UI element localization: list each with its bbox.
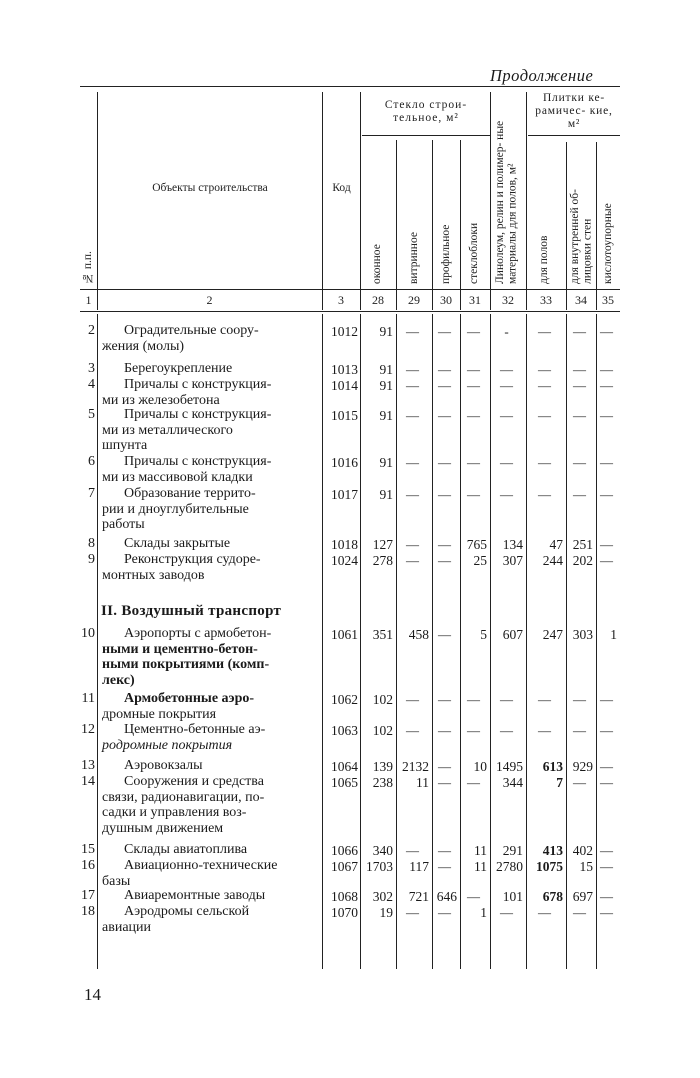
row-number: 6 — [88, 454, 95, 469]
colnum-34: 34 — [575, 293, 587, 307]
empty-cell-dash: — — [438, 627, 451, 642]
value-cell: 5 — [480, 627, 487, 642]
value-cell: 7 — [556, 775, 563, 790]
header-glass-profile: профильное — [440, 224, 452, 284]
value-cell: 721 — [408, 889, 429, 904]
value-cell: 101 — [502, 889, 523, 904]
row-object-name — [102, 722, 320, 753]
empty-cell-dash: — — [406, 692, 419, 707]
name-line: Аэропорты с армобетон- — [124, 626, 272, 641]
value-cell: 11 — [474, 859, 487, 874]
divider — [396, 140, 397, 289]
empty-cell-dash: — — [573, 362, 586, 377]
value-cell: 765 — [466, 537, 487, 552]
value-cell: 91 — [379, 378, 393, 393]
name-line: Реконструкция судоре- — [124, 552, 261, 567]
empty-cell-dash: — — [573, 692, 586, 707]
name-line: Цементно-бетонные аэ- — [124, 722, 266, 737]
row-number: 7 — [88, 486, 95, 501]
page-number: 14 — [84, 985, 101, 1004]
empty-cell-dash: — — [600, 759, 613, 774]
value-cell: 47 — [549, 537, 563, 552]
colnum-28: 28 — [372, 293, 384, 307]
value-cell: 251 — [572, 537, 593, 552]
value-cell: 613 — [542, 759, 563, 774]
value-cell: 278 — [372, 553, 393, 568]
value-cell: 102 — [372, 692, 393, 707]
empty-cell-dash: — — [600, 889, 613, 904]
name-line: базы — [102, 873, 131, 889]
value-cell: 303 — [572, 627, 593, 642]
empty-cell-dash: — — [500, 362, 513, 377]
row-code: 1070 — [331, 905, 358, 920]
row-code: 1017 — [331, 487, 358, 502]
value-cell: 291 — [502, 843, 523, 858]
name-line: Авиационно-технические — [124, 858, 278, 873]
row-number: 5 — [88, 407, 95, 422]
empty-cell-dash: — — [438, 408, 451, 423]
row-object-name — [102, 536, 320, 552]
row-number: 13 — [81, 758, 95, 773]
table-top-rule — [80, 86, 620, 87]
value-cell: 697 — [572, 889, 593, 904]
empty-cell-dash: — — [600, 692, 613, 707]
name-line: садки и управления воз- — [102, 805, 247, 820]
header-code: Код — [332, 182, 351, 194]
row-number: 3 — [88, 361, 95, 376]
row-number: 10 — [81, 626, 95, 641]
value-cell: 646 — [436, 889, 457, 904]
empty-cell-dash: — — [538, 723, 551, 738]
header-tiles-acid: кислотоупорные — [602, 203, 614, 284]
row-code: 1062 — [331, 692, 358, 707]
colnum-1: 1 — [85, 293, 92, 307]
value-cell: 458 — [408, 627, 429, 642]
name-line: Аэровокзалы — [124, 758, 203, 773]
divider — [566, 290, 567, 310]
name-line: Берегоукрепление — [124, 361, 233, 376]
empty-cell-dash: — — [406, 324, 419, 339]
row-code: 1064 — [331, 759, 358, 774]
value-cell: 413 — [542, 843, 563, 858]
row-code: 1016 — [331, 455, 358, 470]
empty-cell-dash: — — [600, 408, 613, 423]
row-object-name — [102, 407, 320, 454]
empty-cell-dash: — — [573, 324, 586, 339]
colnum-33: 33 — [540, 293, 552, 307]
value-cell: 134 — [502, 537, 523, 552]
value-cell: 11 — [416, 775, 429, 790]
value-cell: 19 — [379, 905, 393, 920]
value-cell: 117 — [409, 859, 429, 874]
value-cell: 91 — [379, 324, 393, 339]
row-code: 1013 — [331, 362, 358, 377]
name-line: связи, радионавигации, по- — [102, 789, 265, 805]
value-cell: 244 — [542, 553, 563, 568]
value-cell: 91 — [379, 455, 393, 470]
value-cell: 929 — [572, 759, 593, 774]
row-number: 4 — [88, 377, 95, 392]
row-code: 1018 — [331, 537, 358, 552]
divider — [432, 290, 433, 310]
row-object-name — [102, 552, 320, 583]
empty-cell-dash: — — [600, 843, 613, 858]
continuation-label: Продолжение — [490, 66, 594, 85]
empty-cell-dash: — — [406, 455, 419, 470]
group-rule-tiles — [528, 135, 620, 136]
name-line: Армобетонные аэро- — [124, 691, 255, 706]
empty-cell-dash: — — [467, 723, 480, 738]
empty-cell-dash: — — [467, 775, 480, 790]
row-object-name — [102, 454, 320, 485]
empty-cell-dash: — — [438, 455, 451, 470]
empty-cell-dash: — — [406, 553, 419, 568]
name-line: ми из железобетона — [102, 392, 220, 408]
divider — [97, 92, 98, 289]
empty-cell-dash: — — [573, 408, 586, 423]
value-cell: 238 — [372, 775, 393, 790]
row-number: 18 — [81, 904, 95, 919]
name-line: Склады авиатоплива — [124, 842, 248, 857]
row-object-name — [102, 377, 320, 408]
value-cell: 340 — [372, 843, 393, 858]
value-cell: 10 — [473, 759, 487, 774]
empty-cell-dash: — — [600, 859, 613, 874]
value-cell: 1 — [480, 905, 487, 920]
row-number: 8 — [88, 536, 95, 551]
empty-cell-dash: — — [438, 553, 451, 568]
name-line: Причалы с конструкция- — [124, 454, 272, 469]
empty-cell-dash: — — [600, 455, 613, 470]
empty-cell-dash: — — [538, 362, 551, 377]
name-line: лекс) — [102, 672, 135, 688]
row-code: 1067 — [331, 859, 358, 874]
row-number: 16 — [81, 858, 95, 873]
row-object-name — [102, 774, 320, 836]
value-cell: 247 — [542, 627, 563, 642]
section-title: II. Воздушный транспорт — [101, 603, 282, 619]
name-line: жения (молы) — [102, 338, 185, 354]
row-code: 1014 — [331, 378, 358, 393]
empty-cell-dash: — — [406, 905, 419, 920]
empty-cell-dash: — — [573, 723, 586, 738]
value-cell: 127 — [372, 537, 393, 552]
row-code: 1065 — [331, 775, 358, 790]
empty-cell-dash: — — [500, 905, 513, 920]
empty-cell-dash: — — [600, 362, 613, 377]
empty-cell-dash: — — [538, 905, 551, 920]
empty-cell-dash: — — [438, 324, 451, 339]
colnum-31: 31 — [469, 293, 481, 307]
row-code: 1015 — [331, 408, 358, 423]
row-object-name — [102, 888, 320, 904]
empty-cell-dash: — — [438, 723, 451, 738]
empty-cell-dash: — — [438, 692, 451, 707]
divider — [460, 290, 461, 310]
value-cell: 302 — [372, 889, 393, 904]
header-tiles-group: Плитки ке- рамичес- кие, м² — [535, 92, 613, 130]
empty-cell-dash: — — [467, 487, 480, 502]
row-code: 1012 — [331, 324, 358, 339]
empty-cell-dash: — — [467, 408, 480, 423]
empty-cell-dash: — — [438, 905, 451, 920]
empty-cell-dash: - — [504, 324, 509, 339]
empty-cell-dash: — — [406, 362, 419, 377]
group-rule-glass — [362, 135, 490, 136]
divider — [596, 142, 597, 289]
header-tiles-floor: для полов — [538, 235, 550, 284]
divider — [396, 290, 397, 310]
empty-cell-dash: — — [600, 487, 613, 502]
divider — [490, 92, 491, 289]
empty-cell-dash: — — [438, 843, 451, 858]
divider — [97, 290, 98, 310]
empty-cell-dash: — — [573, 455, 586, 470]
value-cell: 402 — [572, 843, 593, 858]
colnum-32: 32 — [502, 293, 514, 307]
name-line: Авиаремонтные заводы — [124, 888, 266, 903]
colnum-30: 30 — [440, 293, 452, 307]
empty-cell-dash: — — [600, 775, 613, 790]
value-cell: 1 — [610, 627, 617, 642]
name-line: душным движением — [102, 820, 224, 836]
empty-cell-dash: — — [438, 487, 451, 502]
value-cell: 202 — [572, 553, 593, 568]
header-glass-blocks: стеклоблоки — [468, 222, 480, 284]
value-cell: 91 — [379, 408, 393, 423]
name-line: Причалы с конструкция- — [124, 377, 272, 392]
row-code: 1061 — [331, 627, 358, 642]
row-number: 9 — [88, 552, 95, 567]
row-number: 2 — [88, 323, 95, 338]
divider — [432, 140, 433, 289]
colnum-3: 3 — [338, 293, 344, 307]
name-line: работы — [102, 517, 145, 532]
header-bottom-rule — [80, 311, 620, 312]
divider — [526, 290, 527, 310]
name-line: Причалы с конструкция- — [124, 407, 272, 422]
name-line: рии и дноуглубительные — [102, 501, 249, 517]
name-line: Сооружения и средства — [124, 774, 264, 789]
name-line: ными покрытиями (комп- — [102, 657, 270, 672]
value-cell: 91 — [379, 487, 393, 502]
value-cell: 15 — [579, 859, 593, 874]
empty-cell-dash: — — [538, 455, 551, 470]
header-glass-showcase: витринное — [408, 232, 420, 284]
value-cell: 139 — [372, 759, 393, 774]
empty-cell-dash: — — [438, 859, 451, 874]
empty-cell-dash: — — [600, 905, 613, 920]
value-cell: 2780 — [496, 859, 523, 874]
empty-cell-dash: — — [600, 324, 613, 339]
name-line: Образование террито- — [124, 486, 256, 501]
empty-cell-dash: — — [467, 455, 480, 470]
colnum-29: 29 — [408, 293, 420, 307]
empty-cell-dash: — — [438, 378, 451, 393]
name-line: Склады закрытые — [124, 536, 231, 551]
name-line: авиации — [102, 919, 152, 935]
divider — [566, 142, 567, 289]
value-cell: 25 — [473, 553, 487, 568]
divider — [360, 290, 361, 310]
value-cell: 1495 — [496, 759, 523, 774]
value-cell: 102 — [372, 723, 393, 738]
value-cell: 2132 — [402, 759, 429, 774]
empty-cell-dash: — — [438, 362, 451, 377]
row-code: 1063 — [331, 723, 358, 738]
empty-cell-dash: — — [467, 324, 480, 339]
value-cell: 91 — [379, 362, 393, 377]
divider — [97, 314, 98, 969]
divider — [360, 92, 361, 289]
empty-cell-dash: — — [573, 775, 586, 790]
name-line: монтных заводов — [102, 567, 205, 583]
value-cell: 307 — [502, 553, 523, 568]
row-code: 1024 — [331, 553, 358, 568]
colnum-35: 35 — [602, 293, 614, 307]
empty-cell-dash: — — [573, 378, 586, 393]
header-glass-group: Стекло строи- тельное, м² — [384, 99, 468, 124]
header-linoleum: Линолеум, релин и полимер- ные материалы для полов, м² — [494, 120, 519, 284]
row-object-name — [102, 323, 320, 354]
empty-cell-dash: — — [406, 487, 419, 502]
empty-cell-dash: — — [406, 408, 419, 423]
empty-cell-dash: — — [573, 487, 586, 502]
colnum-2: 2 — [206, 293, 213, 307]
value-cell: 678 — [542, 889, 563, 904]
name-line: ными и цементно-бетон- — [102, 641, 258, 657]
empty-cell-dash: — — [438, 537, 451, 552]
empty-cell-dash: — — [406, 537, 419, 552]
row-object-name — [102, 904, 320, 935]
empty-cell-dash: — — [500, 408, 513, 423]
value-cell: 1703 — [366, 859, 393, 874]
value-cell: 1075 — [536, 859, 563, 874]
empty-cell-dash: — — [538, 692, 551, 707]
row-object-name — [102, 361, 320, 377]
empty-cell-dash: — — [600, 553, 613, 568]
empty-cell-dash: — — [467, 362, 480, 377]
row-code: 1066 — [331, 843, 358, 858]
row-object-name — [102, 858, 320, 889]
value-cell: 351 — [372, 627, 393, 642]
row-object-name — [102, 758, 320, 774]
row-object-name — [102, 691, 320, 722]
divider — [526, 92, 527, 289]
empty-cell-dash: — — [500, 487, 513, 502]
empty-cell-dash: — — [538, 487, 551, 502]
colnum-rule — [80, 289, 620, 290]
name-line: шпунта — [102, 438, 148, 453]
empty-cell-dash: — — [438, 759, 451, 774]
empty-cell-dash: — — [600, 723, 613, 738]
row-object-name — [102, 842, 320, 858]
value-cell: 11 — [474, 843, 487, 858]
empty-cell-dash: — — [600, 378, 613, 393]
empty-cell-dash: — — [406, 723, 419, 738]
empty-cell-dash: — — [538, 324, 551, 339]
name-line: ми из металлического — [102, 422, 233, 438]
empty-cell-dash: — — [573, 905, 586, 920]
empty-cell-dash: — — [538, 408, 551, 423]
header-row-no: № п.п. — [82, 251, 94, 284]
header-objects: Объекты строительства — [152, 182, 268, 194]
empty-cell-dash: — — [467, 692, 480, 707]
row-object-name — [102, 626, 320, 688]
divider — [596, 290, 597, 310]
divider — [490, 290, 491, 310]
name-line: Аэродромы сельской — [124, 904, 250, 919]
empty-cell-dash: — — [467, 889, 480, 904]
row-object-name — [102, 486, 320, 533]
empty-cell-dash: — — [406, 843, 419, 858]
header-tiles-wall: для внутренней об- лицовки стен — [569, 189, 594, 284]
name-line: Оградительные соору- — [124, 323, 259, 338]
name-line: дромные покрытия — [102, 706, 217, 722]
name-line: родромные покрытия — [102, 737, 233, 753]
divider — [460, 140, 461, 289]
empty-cell-dash: — — [500, 378, 513, 393]
header-glass-window: оконное — [371, 244, 383, 284]
row-code: 1068 — [331, 889, 358, 904]
row-number: 15 — [81, 842, 95, 857]
value-cell: 344 — [502, 775, 523, 790]
divider — [322, 290, 323, 310]
row-number: 17 — [81, 888, 95, 903]
empty-cell-dash: — — [500, 692, 513, 707]
name-line: ми из массивовой кладки — [102, 469, 253, 485]
value-cell: 607 — [502, 627, 523, 642]
empty-cell-dash: — — [438, 775, 451, 790]
empty-cell-dash: — — [500, 455, 513, 470]
empty-cell-dash: — — [467, 378, 480, 393]
row-number: 11 — [81, 691, 95, 706]
row-number: 12 — [81, 722, 95, 737]
empty-cell-dash: — — [500, 723, 513, 738]
empty-cell-dash: — — [538, 378, 551, 393]
row-number: 14 — [81, 774, 95, 789]
empty-cell-dash: — — [600, 537, 613, 552]
empty-cell-dash: — — [406, 378, 419, 393]
